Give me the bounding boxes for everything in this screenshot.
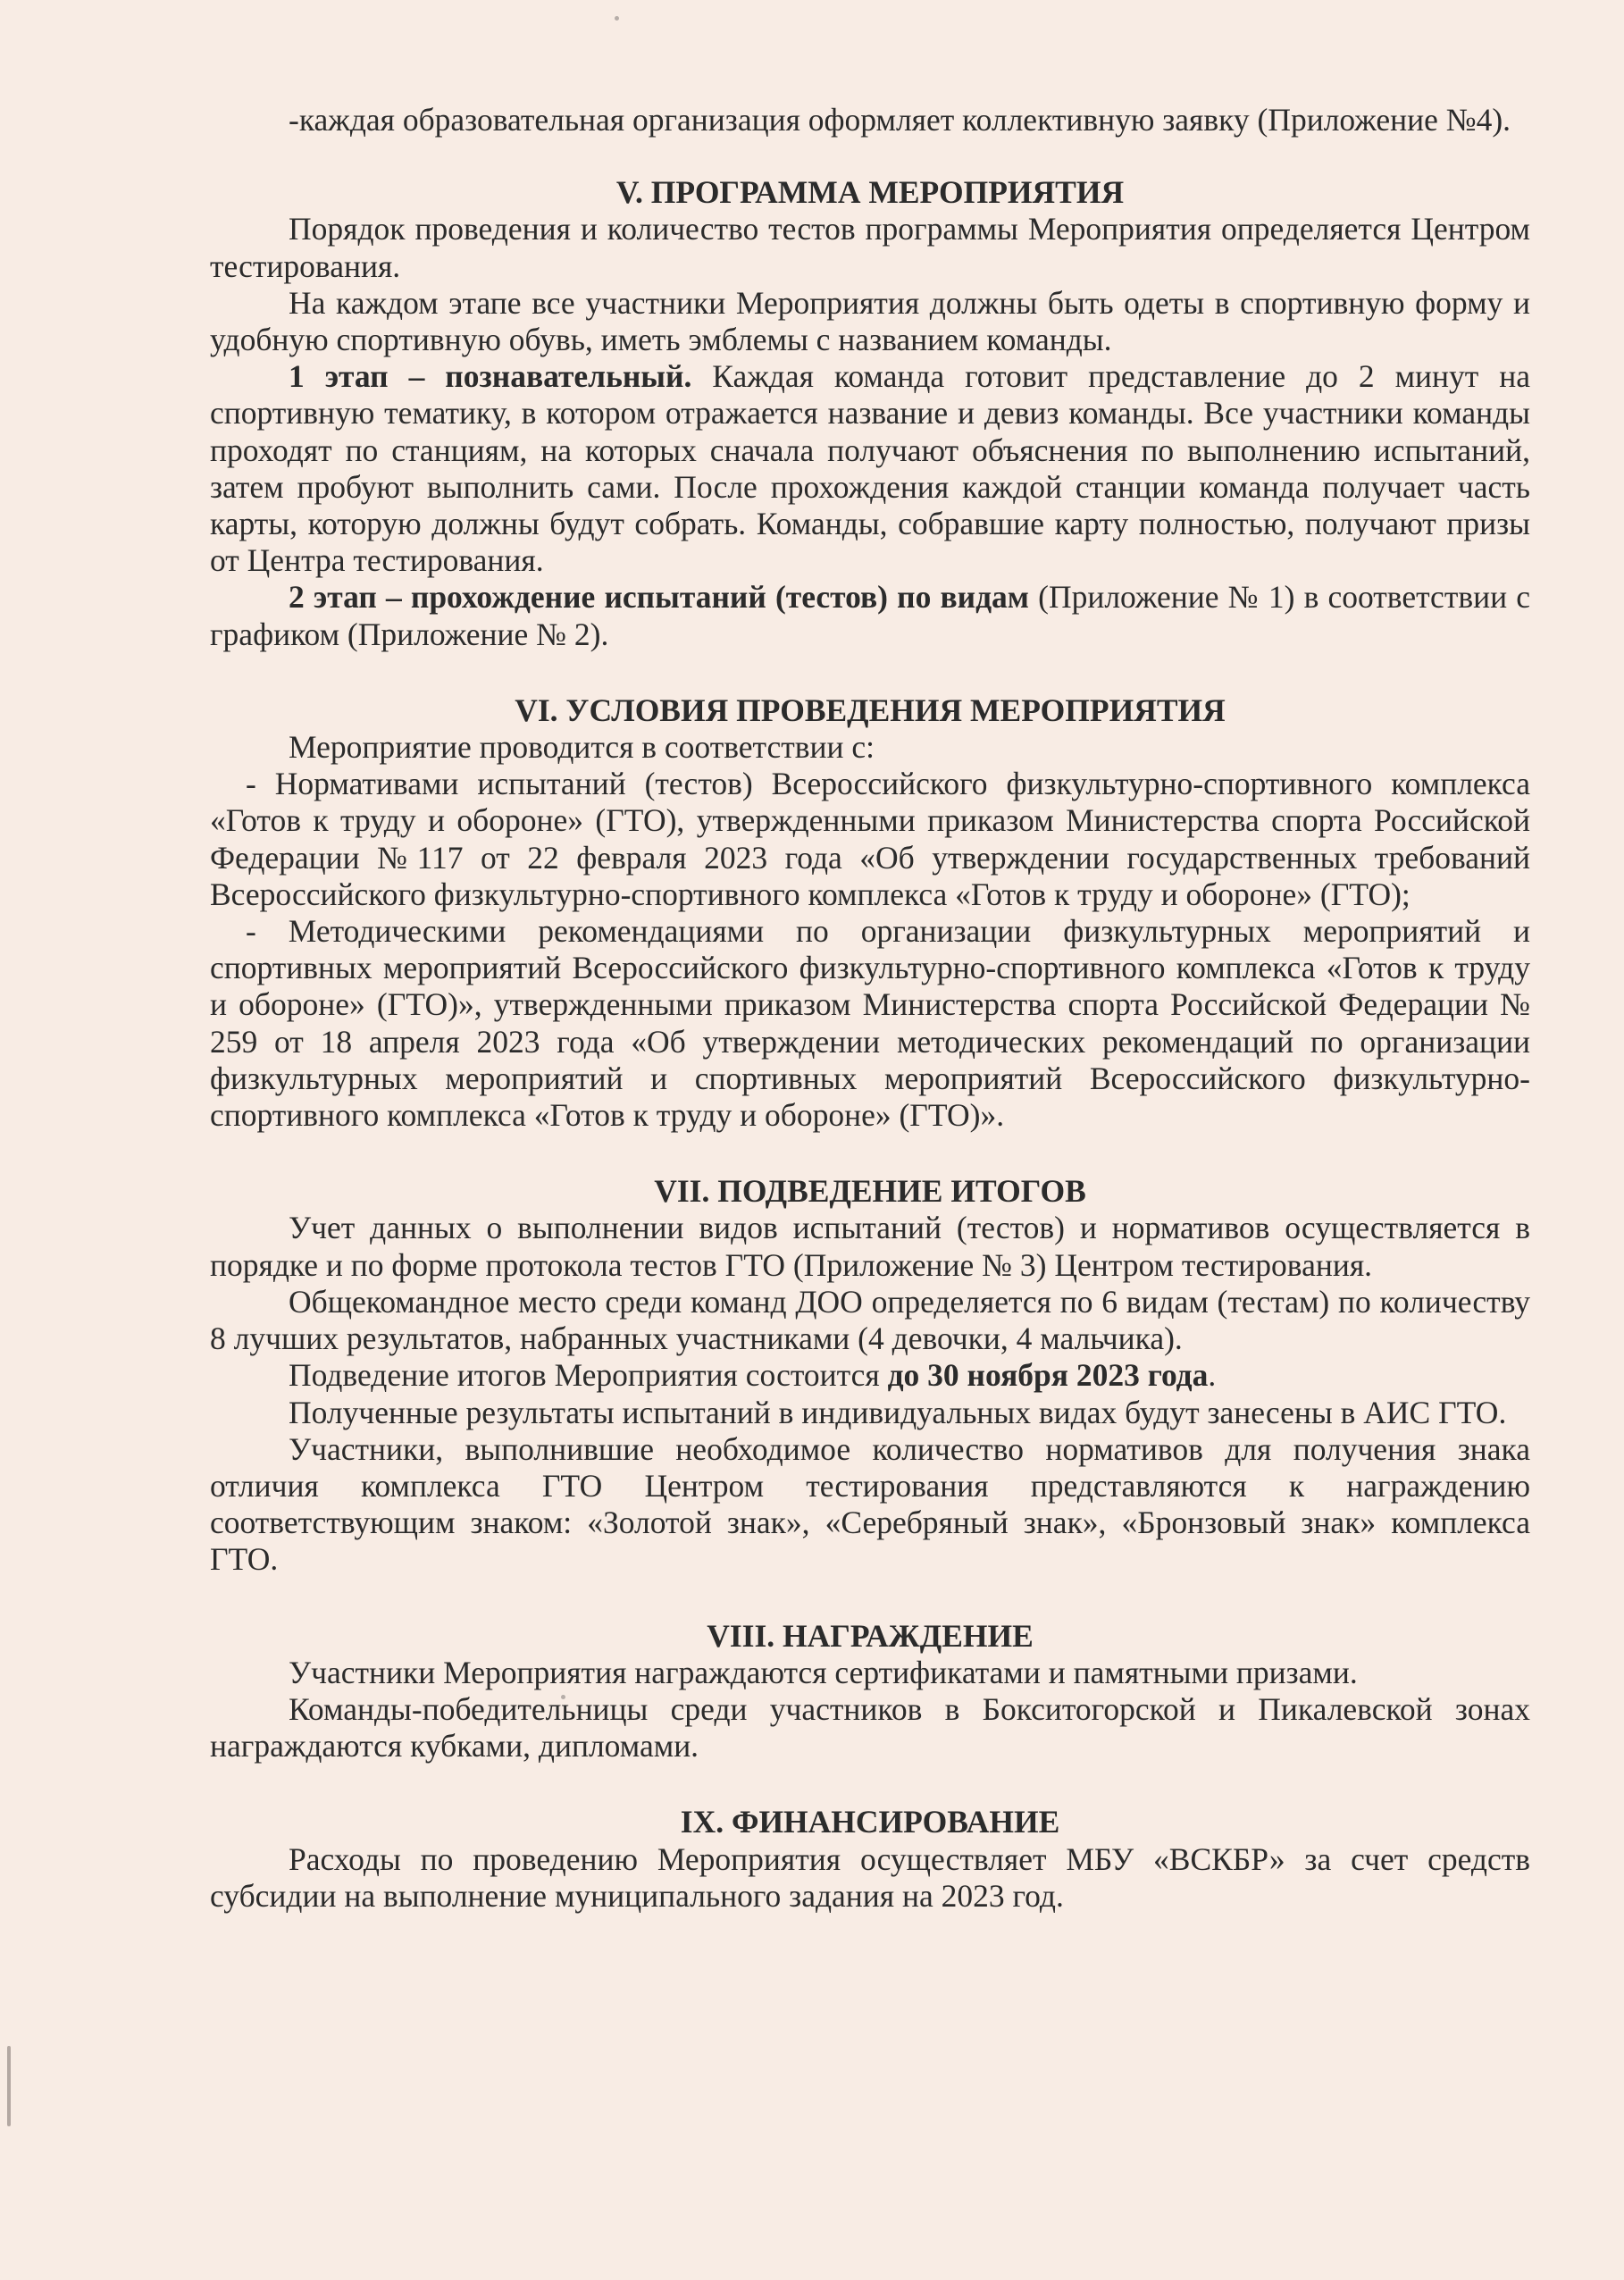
section-6-heading: VI. УСЛОВИЯ ПРОВЕДЕНИЯ МЕРОПРИЯТИЯ	[515, 692, 1226, 728]
section-7-paragraph-3: Подведение итогов Мероприятия состоится до 30 ноября 2023 года.	[289, 1357, 1217, 1394]
section-7-heading: VII. ПОДВЕДЕНИЕ ИТОГОВ	[654, 1173, 1086, 1210]
section-7-paragraph-5: Участники, выполнившие необходимое количество нормативов для получения знака отличия комплекса ГТО Центром тестирования представляются к награждению соответствующим знаком: «Золотой знак», «Серебряный знак», «Бронзовый знак» комплекса ГТО.	[210, 1430, 1530, 1578]
section-6-paragraph-3: - Методическими рекомендациями по организации физкультурных мероприятий и спортивных мероприятий Всероссийского физкультурно-спортивного комплекса «Готов к труду и обороне» (ГТО)», утвержденными приказом Министерства спорта Российской Федерации № 259 от 18 апреля 2023 года «Об утверждении методических рекомендаций по организации физкультурных мероприятий и спортивных мероприятий Всероссийского физкультурно-спортивного комплекса «Готов к труду и обороне» (ГТО)».	[210, 913, 1530, 1134]
section-7-paragraph-2: Общекомандное место среди команд ДОО определяется по 6 видам (тестам) по количеству 8 лучших результатов, набранных участниками (4 девочки, 4 мальчика).	[210, 1283, 1530, 1357]
section-7-paragraph-1: Учет данных о выполнении видов испытаний (тестов) и нормативов осуществляется в порядке и по форме протокола тестов ГТО (Приложение № 3) Центром тестирования.	[210, 1210, 1530, 1283]
section-5-stage-1	[210, 358, 1530, 579]
stage-2-label: 2 этап – прохождение испытаний (тестов) по видам	[289, 579, 1029, 616]
summary-date-text: Подведение итогов Мероприятия состоится	[289, 1357, 888, 1394]
intro-paragraph: -каждая образовательная организация оформляет коллективную заявку (Приложение №4).	[289, 102, 1511, 138]
stage-1-label: 1 этап – познавательный.	[289, 358, 692, 395]
scan-margin-mark	[7, 2046, 11, 2126]
section-5-paragraph-2: На каждом этапе все участники Мероприятия должны быть одеты в спортивную форму и удобную спортивную обувь, иметь эмблемы с названием команды.	[210, 284, 1530, 358]
section-5-heading: V. ПРОГРАММА МЕРОПРИЯТИЯ	[615, 174, 1125, 211]
document-body	[210, 102, 1530, 1915]
stage-1-text: Каждая команда готовит представление до 2 минут на спортивную тематику, в котором отражается название и девиз команды. Все участники команды проходят по станциям, на которых сначала получают объяснения по выполнению испытаний, затем пробуют выполнить сами. После прохождения каждой станции команда получает часть карты, которую должны будут собрать. Команды, собравшие карту полностью, получают призы от Центра тестирования.	[210, 358, 1530, 579]
section-8-paragraph-1: Участники Мероприятия награждаются сертификатами и памятными призами.	[289, 1654, 1358, 1690]
section-6-paragraph-1: Мероприятие проводится в соответствии с:	[289, 729, 875, 766]
section-9-paragraph-1: Расходы по проведению Мероприятия осуществляет МБУ «ВСКБР» за счет средств субсидии на выполнение муниципального задания на 2023 год.	[210, 1840, 1530, 1914]
section-8-paragraph-2: Команды-победительницы среди участников в Бокситогорской и Пикалевской зонах награждаются кубками, дипломами.	[210, 1690, 1530, 1764]
section-8-heading: VIII. НАГРАЖДЕНИЕ	[707, 1617, 1034, 1654]
section-7-paragraph-4: Полученные результаты испытаний в индивидуальных видах будут занесены в АИС ГТО.	[289, 1394, 1507, 1430]
section-5-stage-2	[210, 579, 1530, 652]
section-6-paragraph-2: - Нормативами испытаний (тестов) Всероссийского физкультурно-спортивного комплекса «Готов к труду и обороне» (ГТО), утвержденными приказом Министерства спорта Российской Федерации №117 от 22 февраля 2023 года «Об утверждении государственных требований Всероссийского физкультурно-спортивного комплекса «Готов к труду и обороне» (ГТО);	[210, 766, 1530, 912]
section-9-heading: IX. ФИНАНСИРОВАНИЕ	[680, 1804, 1060, 1840]
scan-speck	[615, 16, 619, 21]
stage-2-text: (Приложение № 1) в соответствии с графиком (Приложение № 2).	[210, 579, 1530, 652]
summary-date-value: до 30 ноября 2023 года	[887, 1357, 1209, 1394]
section-5-paragraph-1: Порядок проведения и количество тестов программы Мероприятия определяется Центром тестирования.	[210, 211, 1530, 284]
